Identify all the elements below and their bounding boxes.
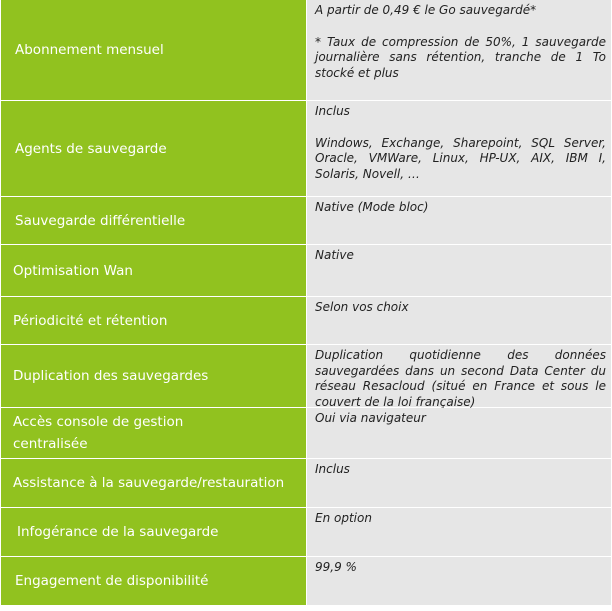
value-line: Windows, Exchange, Sharepoint, SQL Server, Oracle, VMWare, Linux, HP-UX, AIX, IBM I, Solaris, Novell, … [315,135,606,181]
row-label [1,408,306,459]
row-value [307,197,611,245]
features-table [1,0,611,606]
table-row [1,101,611,197]
table-row [1,345,611,408]
row-label-line: Accès console de gestion [13,414,184,430]
value-line: En option [315,511,372,525]
row-value [307,0,611,101]
row-label: Engagement de disponibilité [1,557,306,606]
row-value [307,101,611,197]
row-label: Infogérance de la sauvegarde [1,508,306,557]
table-row [1,459,611,508]
table-row [1,408,611,459]
row-label: Agents de sauvegarde [1,101,306,197]
value-line: Native (Mode bloc) [315,200,429,214]
row-label: Sauvegarde différentielle [1,197,306,245]
row-value [307,557,611,606]
row-value [307,345,611,408]
value-line: Inclus [315,462,350,476]
row-label: Assistance à la sauvegarde/restauration [1,459,306,508]
row-label-line: centralisée [13,436,88,452]
value-line: Inclus [315,104,350,118]
row-value [307,459,611,508]
table-row [1,297,611,345]
value-line: 99,9 % [315,560,357,574]
row-label: Périodicité et rétention [1,297,306,345]
value-line: Oui via navigateur [315,411,426,425]
table-row [1,0,611,101]
row-value [307,408,611,459]
row-value [307,297,611,345]
table-row [1,197,611,245]
row-value [307,508,611,557]
row-value [307,245,611,297]
value-footnote: * Taux de compression de 50%, 1 sauvegarde journalière sans rétention, tranche de 1 To stocké et plus [315,34,606,80]
table-row [1,508,611,557]
value-line: Native [315,248,354,262]
value-line: A partir de 0,49 € le Go sauvegardé* [315,3,537,17]
row-label: Abonnement mensuel [1,0,306,101]
value-line: Duplication quotidienne des données sauvegardées dans un second Data Center du réseau Resacloud (situé en France et sous le couvert de la loi française) [315,348,606,409]
row-label: Optimisation Wan [1,245,306,297]
table-row [1,245,611,297]
value-line: Selon vos choix [315,300,409,314]
row-label: Duplication des sauvegardes [1,345,306,408]
table-row [1,557,611,606]
